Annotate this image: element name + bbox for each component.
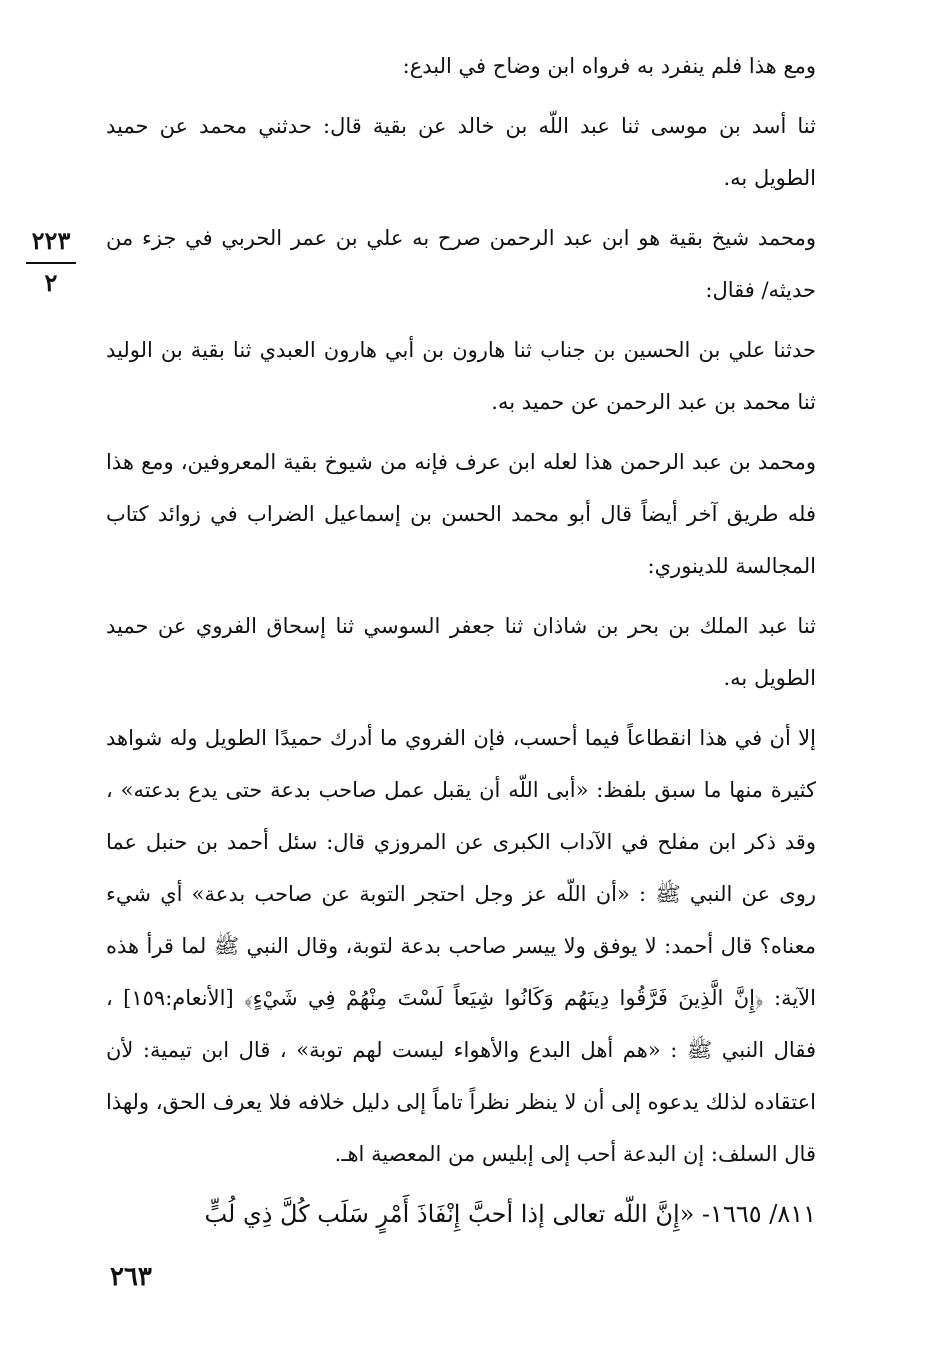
paragraph: ثنا أسد بن موسى ثنا عبد اللّه بن خالد عن بقية قال: حدثني محمد عن حميد الطويل به. [106,114,816,190]
margin-reference-divider [26,262,76,264]
hadith-heading: ٨١١/ ١٦٦٥- «إِنَّ اللّه تعالى إذا أحبَّ إِنْفَاذَ أَمْرٍ سَلَب كُلَّ ذِي لُبٍّ [204,1200,816,1228]
margin-reference [26,226,76,298]
paragraph: حدثنا علي بن الحسين بن جناب ثنا هارون بن أبي هارون العبدي ثنا بقية بن الوليد ثنا محمد بن عبد الرحمن عن حميد به. [106,338,816,414]
paragraph: إلا أن في هذا انقطاعاً فيما أحسب، فإن الفروي ما أدرك حميدًا الطويل وله شواهد كثيرة منها ما سبق بلفظ: «أبى اللّه أن يقبل عمل صاحب بدعة حتى يدع بدعته» ، وقد ذكر ابن مفلح في الآداب الكبرى عن المروزي قال: سئل أحمد بن حنبل عما روى عن النبي ﷺ : «أن اللّه عز وجل احتجر التوبة عن صاحب بدعة» أي شيء معناه؟ قال أحمد: لا يوفق ولا ييسر صاحب بدعة لتوبة، وقال النبي ﷺ لما قرأ هذه الآية: ﴿إِنَّ الَّذِينَ فَرَّقُوا دِينَهُم وَكَانُوا شِيَعاً لَسْتَ مِنْهُمْ فِي شَيْءٍ﴾ [الأنعام:١٥٩] ، فقال النبي ﷺ : «هم أهل البدع والأهواء ليست لهم توبة» ، قال ابن تيمية: لأن اعتقاده لذلك يدعوه إلى أن لا ينظر نظراً تاماً إلى دليل خلافه فلا يعرف الحق، ولهذا قال السلف: إن البدعة أحب إلى إبليس من المعصية اهـ. [106,726,816,1166]
main-text [106,40,816,1248]
margin-reference-bottom: ٢ [44,268,58,297]
paragraph: ثنا عبد الملك بن بحر بن شاذان ثنا جعفر السوسي ثنا إسحاق الفروي عن حميد الطويل به. [106,614,816,690]
page-number: ٢٦٣ [110,1262,152,1292]
margin-reference-top: ٢٢٣ [31,226,71,255]
paragraph: ومحمد شيخ بقية هو ابن عبد الرحمن صرح به علي بن عمر الحربي في جزء من حديثه/ فقال: [106,226,816,302]
paragraph: ومحمد بن عبد الرحمن هذا لعله ابن عرف فإنه من شيوخ بقية المعروفين، ومع هذا فله طريق آخر أيضاً قال أبو محمد الحسن بن إسماعيل الضراب في زوائد كتاب المجالسة للدينوري: [106,450,816,578]
paragraph: ومع هذا فلم ينفرد به فرواه ابن وضاح في البدع: [402,54,816,78]
